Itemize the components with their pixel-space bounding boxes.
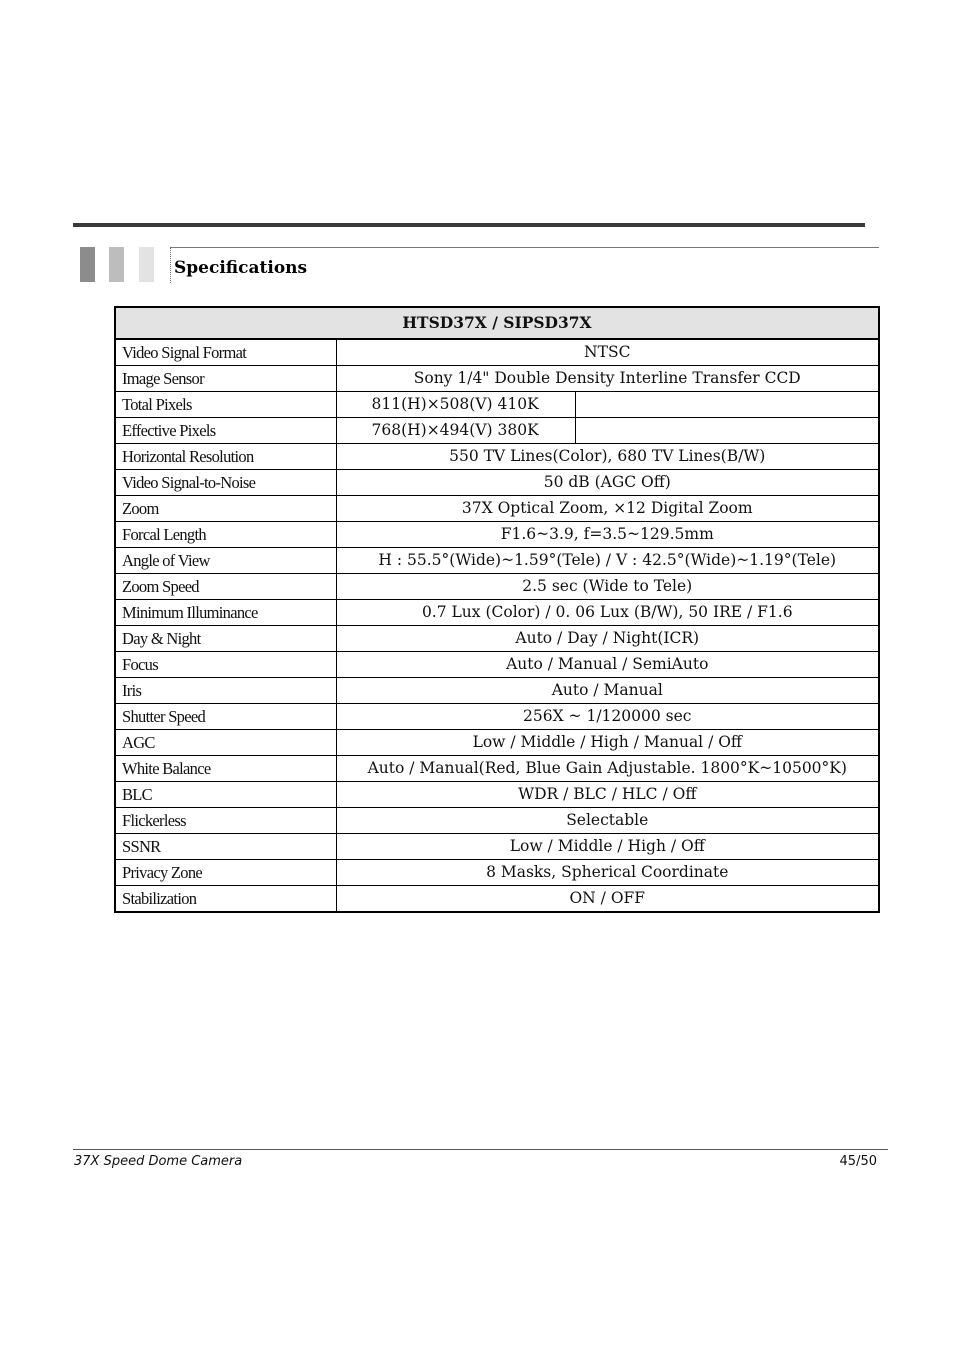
spec-label: Iris bbox=[115, 678, 336, 704]
spec-value: 768(H)×494(V) 380K bbox=[336, 418, 575, 444]
section-title: Specifications bbox=[174, 258, 308, 278]
spec-value: Auto / Manual bbox=[336, 678, 879, 704]
table-row bbox=[115, 574, 879, 600]
spec-value-empty bbox=[575, 392, 879, 418]
table-row bbox=[115, 730, 879, 756]
table-header-row bbox=[115, 307, 879, 339]
heading-bar-dark bbox=[80, 247, 95, 282]
footer-page-number: 45/50 bbox=[839, 1154, 877, 1169]
spec-label: Video Signal Format bbox=[115, 339, 336, 366]
spec-label: Forcal Length bbox=[115, 522, 336, 548]
spec-label: Stabilization bbox=[115, 886, 336, 913]
table-row bbox=[115, 704, 879, 730]
spec-label: Focus bbox=[115, 652, 336, 678]
heading-bar-light bbox=[139, 247, 154, 282]
spec-value: F1.6~3.9, f=3.5~129.5mm bbox=[336, 522, 879, 548]
table-row bbox=[115, 392, 879, 418]
spec-value: Auto / Manual / SemiAuto bbox=[336, 652, 879, 678]
spec-label: SSNR bbox=[115, 834, 336, 860]
spec-value: 0.7 Lux (Color) / 0. 06 Lux (B/W), 50 IRE / F1.6 bbox=[336, 600, 879, 626]
spec-value: ON / OFF bbox=[336, 886, 879, 913]
spec-value: Sony 1/4" Double Density Interline Transfer CCD bbox=[336, 366, 879, 392]
table-row bbox=[115, 496, 879, 522]
specifications-table bbox=[114, 306, 880, 913]
spec-value: 811(H)×508(V) 410K bbox=[336, 392, 575, 418]
spec-label: Total Pixels bbox=[115, 392, 336, 418]
spec-value: Auto / Manual(Red, Blue Gain Adjustable. 1800°K~10500°K) bbox=[336, 756, 879, 782]
table-row bbox=[115, 626, 879, 652]
table-row bbox=[115, 678, 879, 704]
footer-document-title: 37X Speed Dome Camera bbox=[74, 1154, 243, 1169]
spec-label: Image Sensor bbox=[115, 366, 336, 392]
model-header: HTSD37X / SIPSD37X bbox=[115, 307, 879, 339]
spec-label: Minimum Illuminance bbox=[115, 600, 336, 626]
table-row bbox=[115, 444, 879, 470]
table-row bbox=[115, 470, 879, 496]
spec-value: Low / Middle / High / Manual / Off bbox=[336, 730, 879, 756]
table-row bbox=[115, 808, 879, 834]
spec-label: BLC bbox=[115, 782, 336, 808]
table-row bbox=[115, 652, 879, 678]
table-row bbox=[115, 860, 879, 886]
table-row bbox=[115, 600, 879, 626]
spec-value: 550 TV Lines(Color), 680 TV Lines(B/W) bbox=[336, 444, 879, 470]
spec-label: White Balance bbox=[115, 756, 336, 782]
spec-value: Selectable bbox=[336, 808, 879, 834]
spec-label: Flickerless bbox=[115, 808, 336, 834]
spec-label: Zoom bbox=[115, 496, 336, 522]
spec-value: 37X Optical Zoom, ×12 Digital Zoom bbox=[336, 496, 879, 522]
table-row bbox=[115, 548, 879, 574]
table-row bbox=[115, 886, 879, 913]
spec-label: Privacy Zone bbox=[115, 860, 336, 886]
table-row bbox=[115, 834, 879, 860]
spec-label: Video Signal-to-Noise bbox=[115, 470, 336, 496]
spec-value: 2.5 sec (Wide to Tele) bbox=[336, 574, 879, 600]
spec-value: 50 dB (AGC Off) bbox=[336, 470, 879, 496]
table-row bbox=[115, 366, 879, 392]
heading-bar-medium bbox=[109, 247, 124, 282]
table-row bbox=[115, 782, 879, 808]
spec-value: Auto / Day / Night(ICR) bbox=[336, 626, 879, 652]
spec-value: WDR / BLC / HLC / Off bbox=[336, 782, 879, 808]
spec-label: Horizontal Resolution bbox=[115, 444, 336, 470]
spec-value: H : 55.5°(Wide)~1.59°(Tele) / V : 42.5°(Wide)~1.19°(Tele) bbox=[336, 548, 879, 574]
top-divider bbox=[73, 223, 865, 227]
table-row bbox=[115, 339, 879, 366]
table-row bbox=[115, 522, 879, 548]
spec-value: NTSC bbox=[336, 339, 879, 366]
spec-label: AGC bbox=[115, 730, 336, 756]
spec-label: Effective Pixels bbox=[115, 418, 336, 444]
spec-value: 8 Masks, Spherical Coordinate bbox=[336, 860, 879, 886]
spec-value: Low / Middle / High / Off bbox=[336, 834, 879, 860]
table-row bbox=[115, 418, 879, 444]
spec-label: Angle of View bbox=[115, 548, 336, 574]
spec-label: Shutter Speed bbox=[115, 704, 336, 730]
table-row bbox=[115, 756, 879, 782]
spec-label: Day & Night bbox=[115, 626, 336, 652]
spec-value-empty bbox=[575, 418, 879, 444]
footer-divider bbox=[73, 1149, 888, 1150]
spec-value: 256X ~ 1/120000 sec bbox=[336, 704, 879, 730]
spec-label: Zoom Speed bbox=[115, 574, 336, 600]
